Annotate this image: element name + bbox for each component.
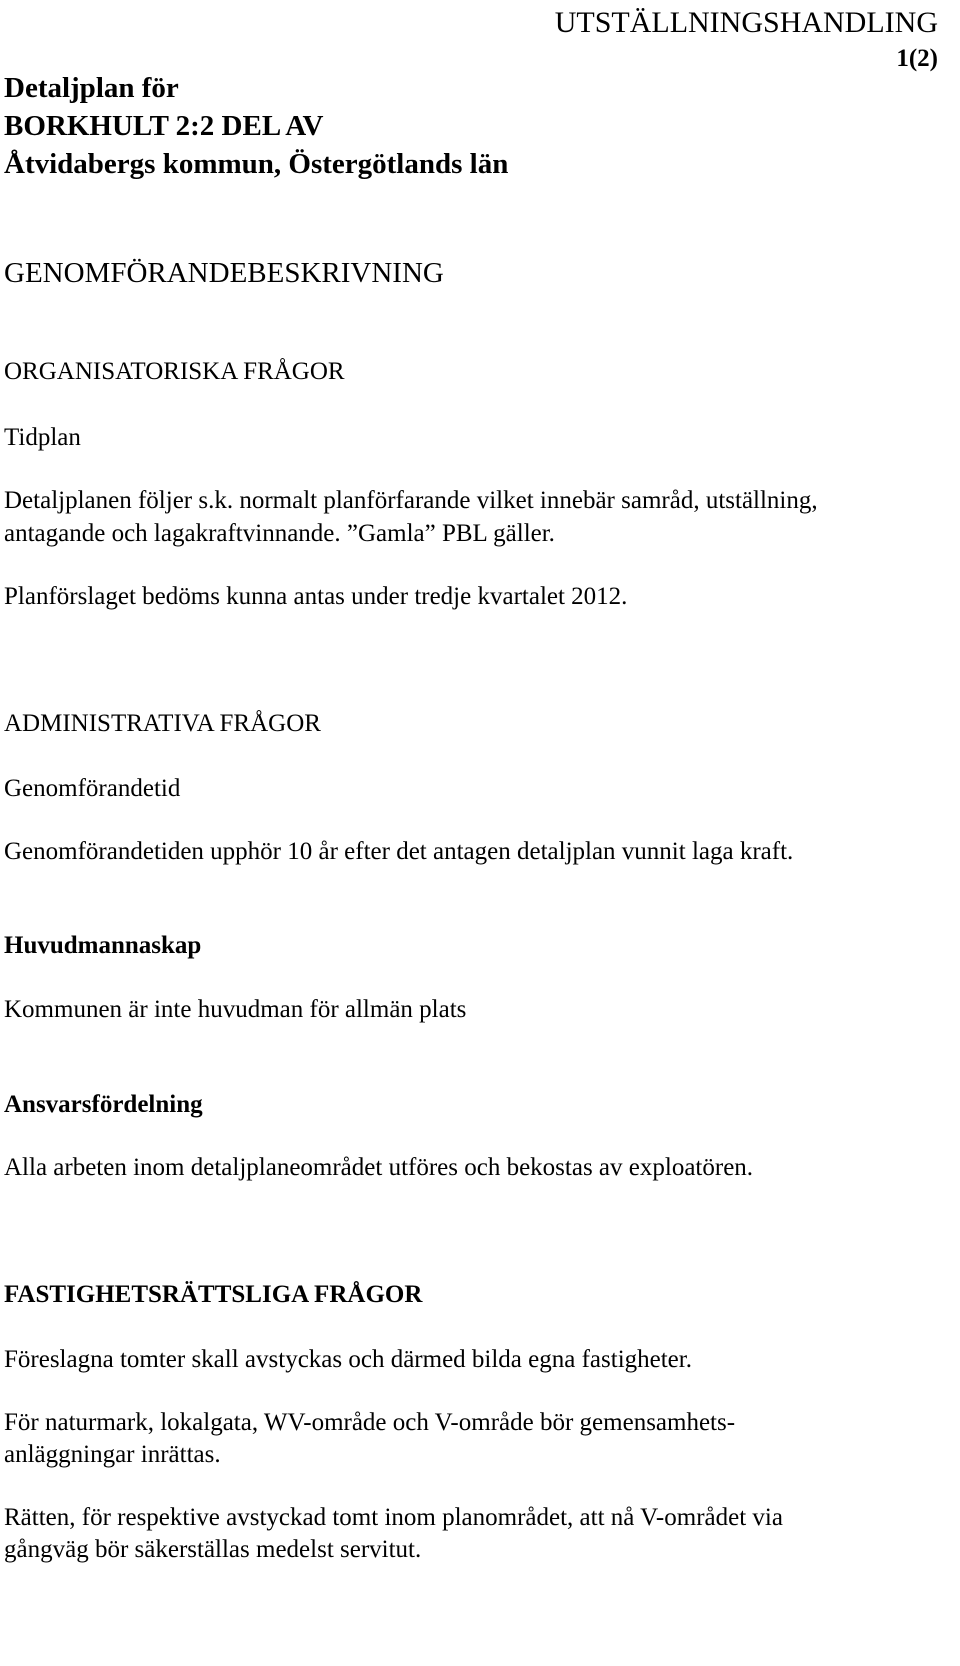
subheading-huvudmannaskap: Huvudmannaskap [4,932,202,959]
section-heading-administrativa: ADMINISTRATIVA FRÅGOR [4,710,321,737]
tidplan-paragraph-2: Planförslaget bedöms kunna antas under tredje kvartalet 2012. [4,583,628,610]
huvudmannaskap-text: Kommunen är inte huvudman för allmän plats [4,996,467,1023]
title-line-3: Åtvidabergs kommun, Östergötlands län [4,148,509,180]
genomforandetid-text: Genomförandetiden upphör 10 år efter det antagen detaljplan vunnit laga kraft. [4,838,794,865]
section-heading-fastighetsrattsliga: FASTIGHETSRÄTTSLIGA FRÅGOR [4,1281,423,1308]
title-line-2: BORKHULT 2:2 DEL AV [4,110,324,142]
fastighetsrattsliga-paragraph-3-line-1: Rätten, för respektive avstyckad tomt inom planområdet, att nå V-området via [4,1504,783,1531]
fastighetsrattsliga-paragraph-1: Föreslagna tomter skall avstyckas och därmed bilda egna fastigheter. [4,1346,692,1373]
page-indicator: 1(2) [896,45,938,72]
fastighetsrattsliga-paragraph-2-line-1: För naturmark, lokalgata, WV-område och V-område bör gemensamhets- [4,1409,736,1436]
ansvarsfordelning-text: Alla arbeten inom detaljplaneområdet utföres och bekostas av exploatören. [4,1154,754,1181]
subheading-ansvarsfordelning: Ansvarsfördelning [4,1091,203,1118]
document-heading: GENOMFÖRANDEBESKRIVNING [4,257,444,289]
tidplan-paragraph-line-1: Detaljplanen följer s.k. normalt planförfarande vilket innebär samråd, utställning, [4,487,818,514]
tidplan-paragraph-line-2: antagande och lagakraftvinnande. ”Gamla” PBL gäller. [4,520,555,547]
fastighetsrattsliga-paragraph-3-line-2: gångväg bör säkerställas medelst servitut. [4,1536,422,1563]
document-status-label: UTSTÄLLNINGSHANDLING [554,6,938,39]
fastighetsrattsliga-paragraph-2-line-2: anläggningar inrättas. [4,1441,221,1468]
subheading-tidplan: Tidplan [4,424,81,451]
subheading-genomforandetid: Genomförandetid [4,775,181,802]
title-line-1: Detaljplan för [4,72,179,104]
section-heading-organisatoriska: ORGANISATORISKA FRÅGOR [4,358,345,385]
